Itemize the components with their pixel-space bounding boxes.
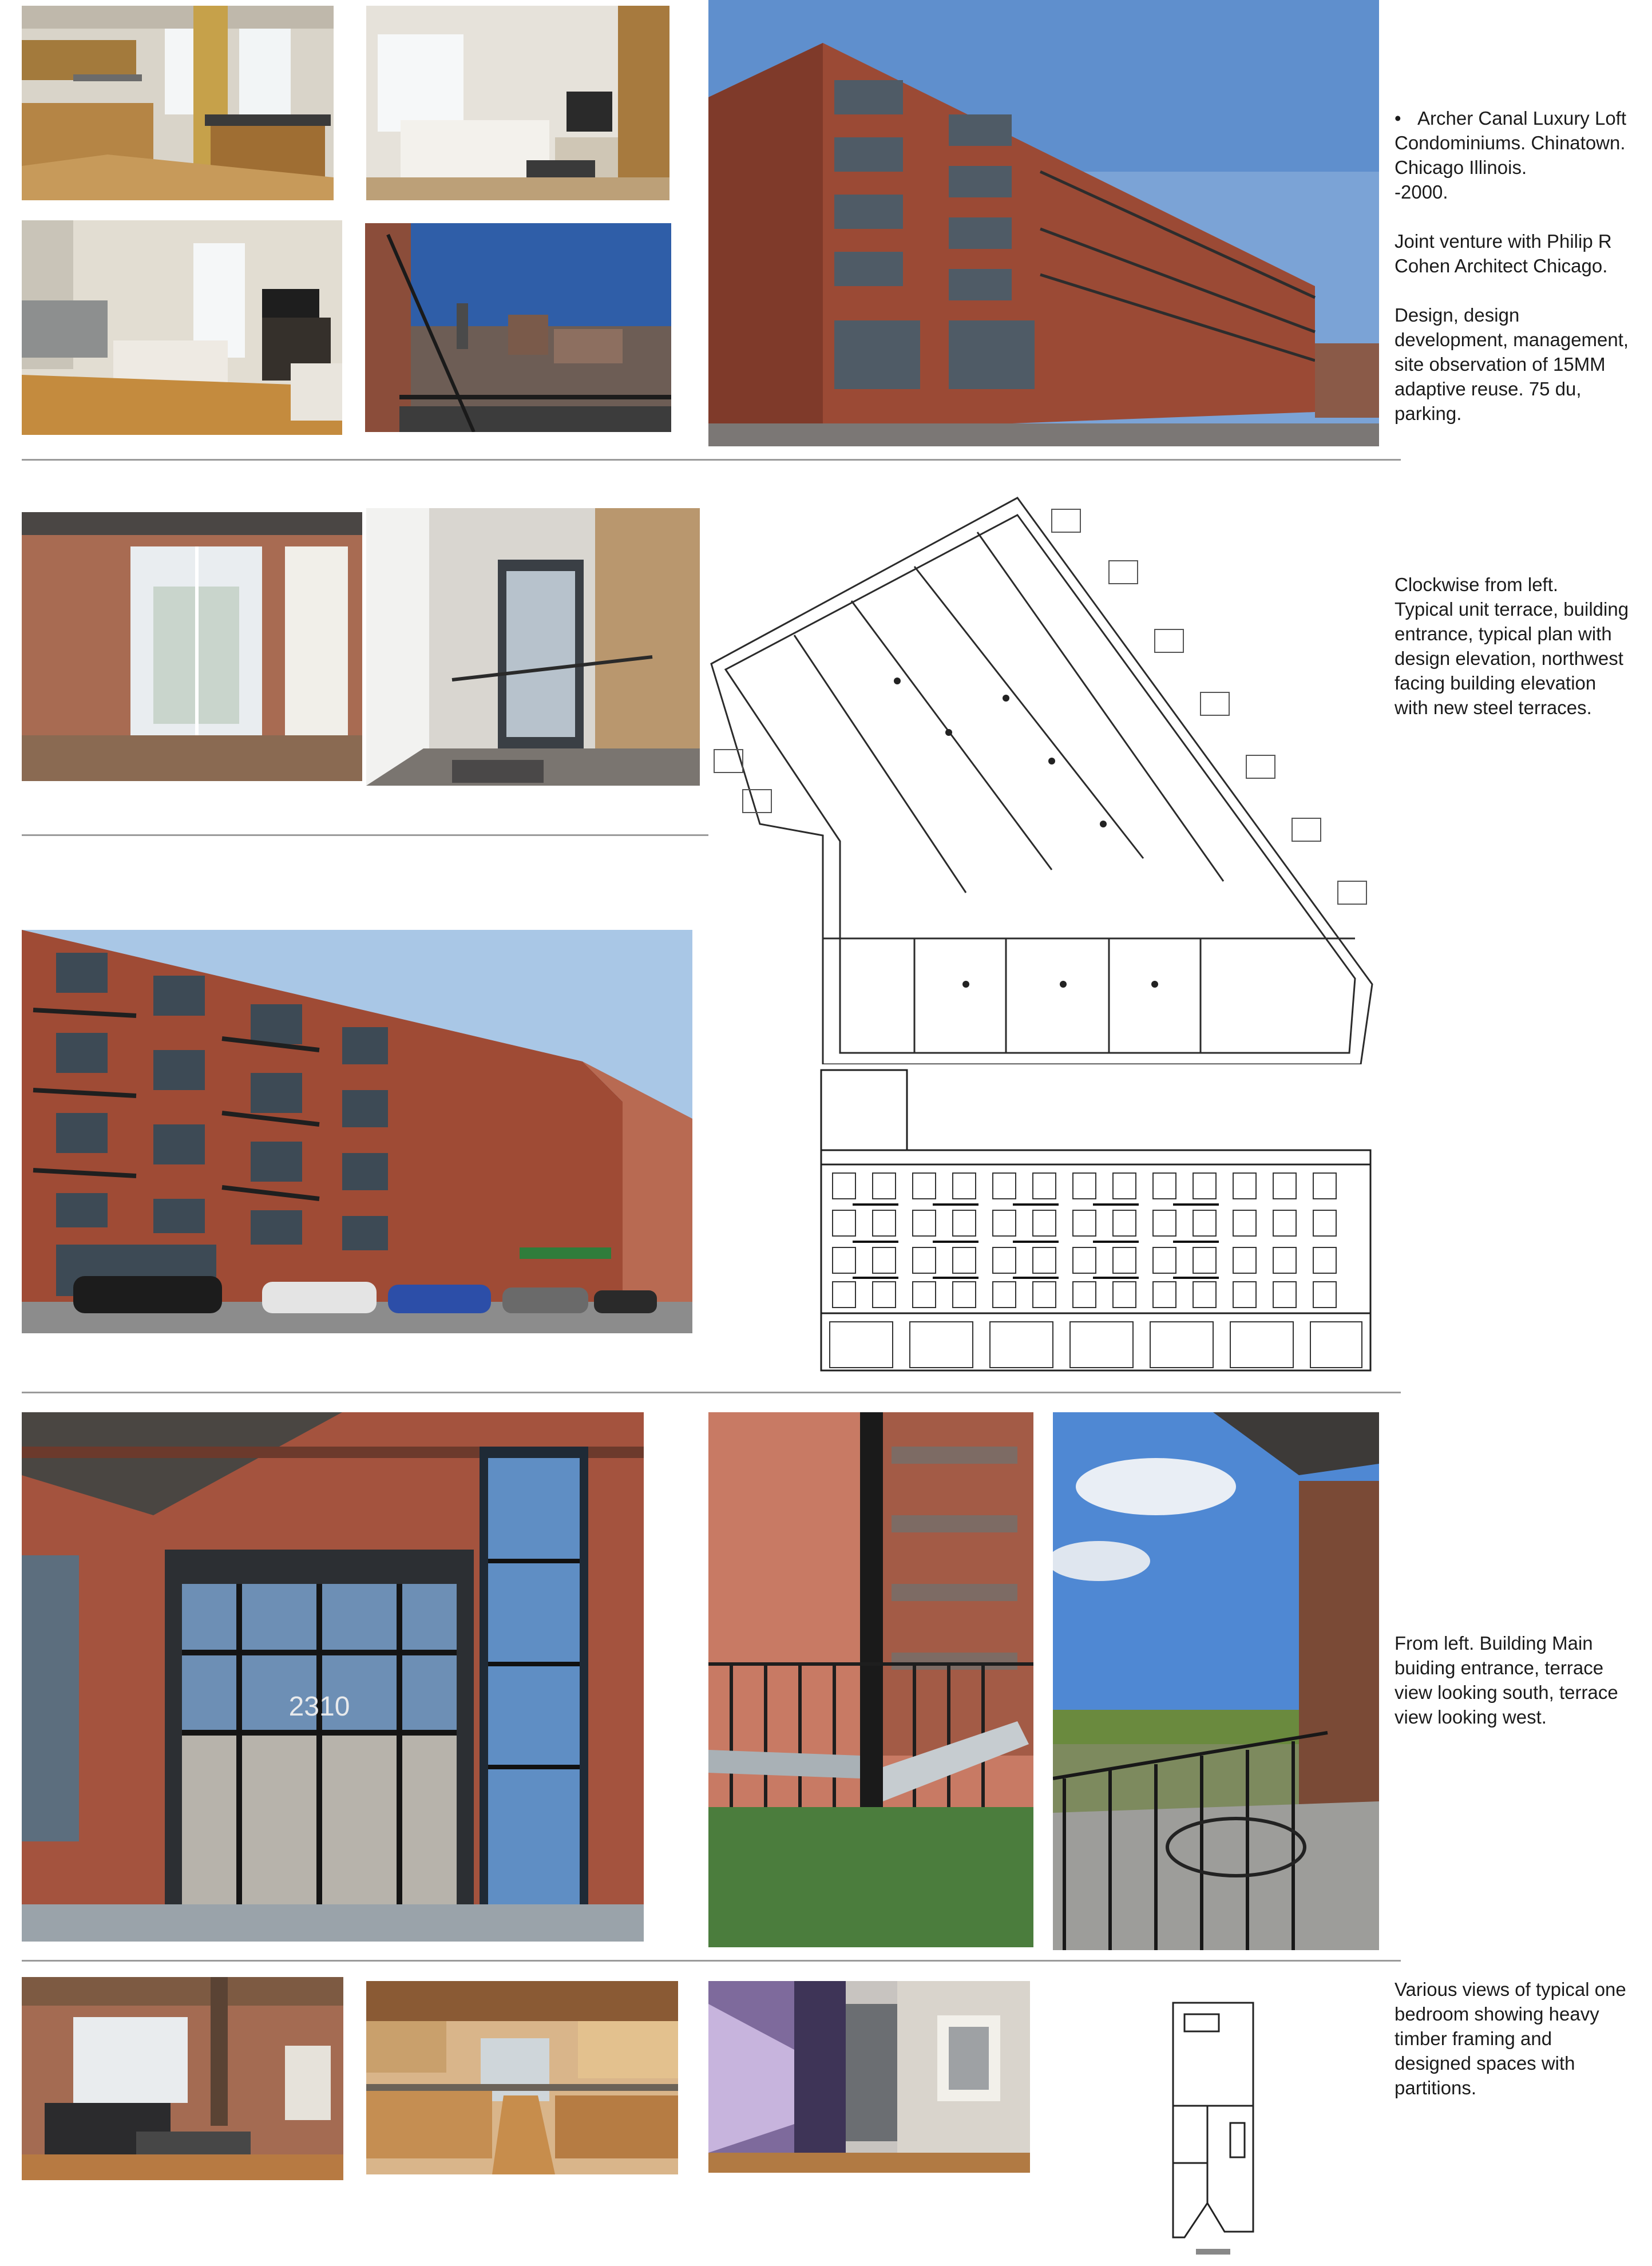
caption-line: Cohen Architect Chicago. bbox=[1395, 255, 1608, 276]
caption-line: bedroom showing heavy bbox=[1395, 2003, 1599, 2025]
caption-line: with new steel terraces. bbox=[1395, 697, 1592, 718]
caption-line: parking. bbox=[1395, 403, 1462, 424]
caption-line: Typical unit terrace, building bbox=[1395, 599, 1629, 620]
caption-line: -2000. bbox=[1395, 181, 1448, 203]
photo-one-bedroom-hallway bbox=[708, 1981, 1030, 2173]
caption-line: Condominiums. Chinatown. bbox=[1395, 132, 1626, 153]
caption-line: view looking west. bbox=[1395, 1706, 1547, 1728]
row-divider bbox=[22, 1392, 1401, 1393]
photo-open-living-kitchen bbox=[22, 220, 342, 435]
caption-line: partitions. bbox=[1395, 2077, 1477, 2098]
photo-building-entrance-stair bbox=[366, 508, 700, 786]
building-elevation-drawing bbox=[818, 1067, 1373, 1373]
caption-line: development, management, bbox=[1395, 329, 1629, 350]
photo-kitchen bbox=[22, 6, 334, 200]
photo-terrace-west bbox=[1053, 1412, 1379, 1950]
photo-main-entrance bbox=[22, 1412, 644, 1942]
photo-terrace-skyline bbox=[365, 223, 671, 432]
row-divider bbox=[22, 459, 1401, 461]
clockwise-caption bbox=[1395, 572, 1646, 720]
caption-line: timber framing and bbox=[1395, 2028, 1552, 2049]
row-divider bbox=[22, 834, 708, 836]
project-caption bbox=[1395, 106, 1646, 426]
photo-building-exterior-corner bbox=[708, 0, 1379, 446]
caption-line: Clockwise from left. bbox=[1395, 574, 1559, 595]
unit-floor-plan-drawing bbox=[1162, 1991, 1265, 2260]
caption-line: Joint venture with Philip R bbox=[1395, 231, 1612, 252]
caption-line: facing building elevation bbox=[1395, 672, 1596, 694]
row-divider bbox=[22, 1960, 1401, 1962]
caption-line: From left. Building Main bbox=[1395, 1633, 1593, 1654]
caption-line: Archer Canal Luxury Loft bbox=[1417, 108, 1627, 129]
caption-line: design elevation, northwest bbox=[1395, 648, 1623, 669]
photo-unit-terrace-door bbox=[22, 512, 362, 781]
caption-line: designed spaces with bbox=[1395, 2053, 1575, 2074]
bullet-mark: • bbox=[1395, 108, 1401, 129]
caption-line: Chicago Illinois. bbox=[1395, 157, 1527, 178]
caption-line: view looking south, terrace bbox=[1395, 1682, 1618, 1703]
photo-terrace-south bbox=[708, 1412, 1033, 1947]
caption-line: Various views of typical one bbox=[1395, 1979, 1626, 2000]
photo-one-bedroom-living bbox=[22, 1977, 343, 2180]
various-caption bbox=[1395, 1977, 1646, 2100]
address-number: 2310 bbox=[288, 1691, 350, 1722]
photo-living-room-white-sofa bbox=[366, 6, 669, 200]
caption-line: Design, design bbox=[1395, 304, 1520, 326]
caption-line: buiding entrance, terrace bbox=[1395, 1657, 1604, 1678]
caption-line: adaptive reuse. 75 du, bbox=[1395, 378, 1582, 399]
floor-plan-drawing bbox=[708, 492, 1379, 1064]
caption-line: site observation of 15MM bbox=[1395, 354, 1606, 375]
from-left-caption bbox=[1395, 1631, 1646, 1729]
photo-northwest-elevation bbox=[22, 930, 692, 1333]
photo-one-bedroom-kitchen bbox=[366, 1981, 678, 2174]
caption-line: entrance, typical plan with bbox=[1395, 623, 1612, 644]
